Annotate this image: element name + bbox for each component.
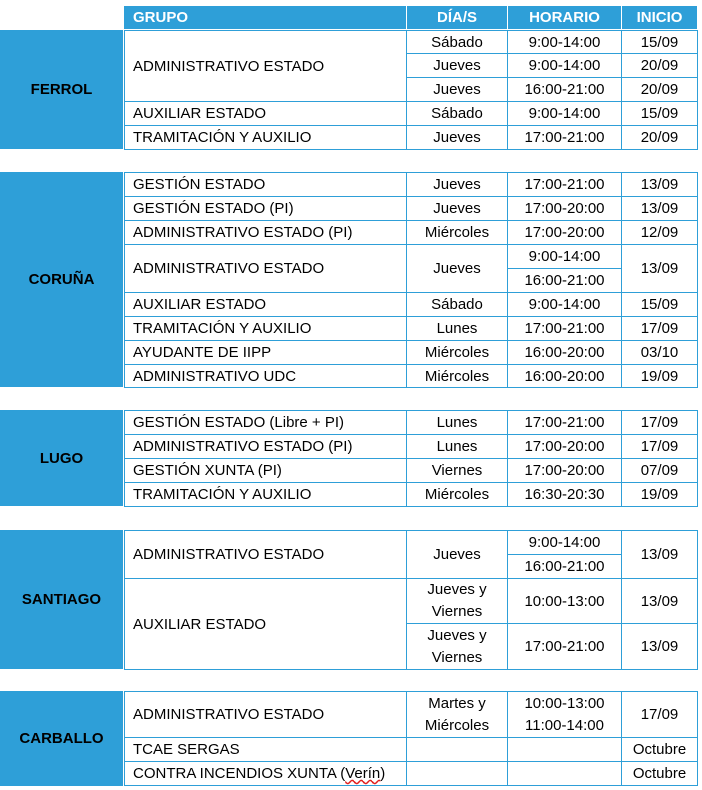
ferrol-inicio: 15/09 [621, 101, 698, 126]
ferrol-grupo: AUXILIAR ESTADO [124, 101, 407, 126]
lugo-horario: 17:00-20:00 [507, 434, 622, 459]
santiago-inicio: 13/09 [621, 623, 698, 670]
coruna-horario: 17:00-21:00 [507, 172, 622, 197]
carballo-grupo: TCAE SERGAS [124, 737, 407, 762]
santiago-dias [406, 578, 508, 624]
coruna-horario: 17:00-20:00 [507, 220, 622, 245]
ferrol-horario: 9:00-14:00 [507, 53, 622, 78]
santiago-inicio: 13/09 [621, 530, 698, 579]
santiago-dias-line: Jueves y [427, 581, 487, 598]
coruna-horario: 16:00-20:00 [507, 364, 622, 388]
santiago-horario: 9:00-14:00 [507, 530, 622, 555]
lugo-inicio: 07/09 [621, 458, 698, 483]
ferrol-horario: 9:00-14:00 [507, 101, 622, 126]
ferrol-dias: Sábado [406, 101, 508, 126]
ferrol-inicio: 15/09 [621, 30, 698, 54]
carballo-grupo [124, 761, 407, 786]
coruna-inicio: 03/10 [621, 340, 698, 365]
carballo-horario-line: 10:00-13:00 [524, 694, 605, 712]
coruna-dias: Sábado [406, 292, 508, 317]
santiago-horario: 16:00-21:00 [507, 554, 622, 579]
carballo-dias [406, 737, 508, 762]
coruna-grupo: TRAMITACIÓN Y AUXILIO [124, 316, 407, 341]
ferrol-inicio: 20/09 [621, 53, 698, 78]
coruna-horario: 17:00-20:00 [507, 196, 622, 221]
ferrol-inicio: 20/09 [621, 125, 698, 150]
santiago-horario: 10:00-13:00 [507, 578, 622, 624]
coruna-inicio: 13/09 [621, 244, 698, 293]
ferrol-grupo: TRAMITACIÓN Y AUXILIO [124, 125, 407, 150]
lugo-dias: Viernes [406, 458, 508, 483]
carballo-grupo-part: CONTRA INCENDIOS XUNTA ( [133, 765, 346, 782]
carballo-grupo-part: ) [380, 765, 386, 782]
header-dias: DÍA/S [407, 6, 507, 29]
city-carballo: CARBALLO [0, 691, 123, 786]
coruna-inicio: 13/09 [621, 172, 698, 197]
coruna-inicio: 12/09 [621, 220, 698, 245]
coruna-horario: 9:00-14:00 [507, 292, 622, 317]
ferrol-dias: Jueves [406, 125, 508, 150]
coruna-dias: Miércoles [406, 220, 508, 245]
coruna-grupo: ADMINISTRATIVO UDC [124, 364, 407, 388]
coruna-grupo: GESTIÓN ESTADO (PI) [124, 196, 407, 221]
carballo-inicio: Octubre [621, 737, 698, 762]
carballo-grupo-place: Verín [345, 765, 381, 782]
ferrol-inicio: 20/09 [621, 77, 698, 102]
santiago-grupo-auxiliar: AUXILIAR ESTADO [124, 578, 407, 670]
coruna-grupo-admin: ADMINISTRATIVO ESTADO [124, 244, 407, 293]
santiago-dias: Jueves [406, 530, 508, 579]
lugo-inicio: 17/09 [621, 410, 698, 435]
coruna-inicio: 15/09 [621, 292, 698, 317]
carballo-horario [507, 691, 622, 738]
coruna-inicio: 19/09 [621, 364, 698, 388]
carballo-inicio: Octubre [621, 761, 698, 786]
coruna-grupo: ADMINISTRATIVO ESTADO (PI) [124, 220, 407, 245]
santiago-dias-line: Viernes [431, 648, 483, 666]
lugo-horario: 16:30-20:30 [507, 482, 622, 507]
carballo-dias-line: Miércoles [424, 716, 490, 734]
lugo-grupo: GESTIÓN ESTADO (Libre + PI) [124, 410, 407, 435]
santiago-inicio: 13/09 [621, 578, 698, 624]
santiago-grupo-admin: ADMINISTRATIVO ESTADO [124, 530, 407, 579]
carballo-inicio: 17/09 [621, 691, 698, 738]
lugo-dias: Lunes [406, 410, 508, 435]
lugo-dias: Lunes [406, 434, 508, 459]
lugo-dias: Miércoles [406, 482, 508, 507]
header-inicio: INICIO [622, 6, 697, 29]
coruna-dias: Miércoles [406, 340, 508, 365]
coruna-dias: Jueves [406, 244, 508, 293]
lugo-horario: 17:00-21:00 [507, 410, 622, 435]
city-lugo: LUGO [0, 410, 123, 506]
coruna-grupo: AYUDANTE DE IIPP [124, 340, 407, 365]
city-ferrol: FERROL [0, 30, 123, 149]
coruna-dias: Jueves [406, 172, 508, 197]
header-grupo: GRUPO [124, 6, 406, 29]
coruna-dias: Lunes [406, 316, 508, 341]
city-santiago: SANTIAGO [0, 530, 123, 669]
ferrol-dias: Sábado [406, 30, 508, 54]
ferrol-grupo-admin: ADMINISTRATIVO ESTADO [124, 30, 407, 102]
lugo-inicio: 17/09 [621, 434, 698, 459]
carballo-dias [406, 691, 508, 738]
lugo-grupo: TRAMITACIÓN Y AUXILIO [124, 482, 407, 507]
coruna-horario: 17:00-21:00 [507, 316, 622, 341]
ferrol-dias: Jueves [406, 77, 508, 102]
lugo-grupo: GESTIÓN XUNTA (PI) [124, 458, 407, 483]
carballo-dias [406, 761, 508, 786]
coruna-inicio: 13/09 [621, 196, 698, 221]
santiago-dias [406, 623, 508, 670]
ferrol-dias: Jueves [406, 53, 508, 78]
ferrol-horario: 17:00-21:00 [507, 125, 622, 150]
santiago-horario: 17:00-21:00 [507, 623, 622, 670]
city-coruna: CORUÑA [0, 172, 123, 387]
coruna-inicio: 17/09 [621, 316, 698, 341]
carballo-horario [507, 761, 622, 786]
coruna-grupo: GESTIÓN ESTADO [124, 172, 407, 197]
coruna-grupo: AUXILIAR ESTADO [124, 292, 407, 317]
carballo-horario [507, 737, 622, 762]
lugo-horario: 17:00-20:00 [507, 458, 622, 483]
carballo-grupo-admin: ADMINISTRATIVO ESTADO [124, 691, 407, 738]
coruna-horario: 16:00-21:00 [507, 268, 622, 293]
santiago-dias-line: Viernes [431, 603, 483, 620]
coruna-dias: Miércoles [406, 364, 508, 388]
carballo-dias-line: Martes y [428, 694, 486, 712]
ferrol-horario: 16:00-21:00 [507, 77, 622, 102]
lugo-inicio: 19/09 [621, 482, 698, 507]
lugo-grupo: ADMINISTRATIVO ESTADO (PI) [124, 434, 407, 459]
coruna-horario: 9:00-14:00 [507, 244, 622, 269]
header-horario: HORARIO [508, 6, 621, 29]
santiago-dias-line: Jueves y [427, 626, 487, 644]
ferrol-horario: 9:00-14:00 [507, 30, 622, 54]
carballo-horario-line: 11:00-14:00 [525, 716, 604, 734]
coruna-dias: Jueves [406, 196, 508, 221]
coruna-horario: 16:00-20:00 [507, 340, 622, 365]
